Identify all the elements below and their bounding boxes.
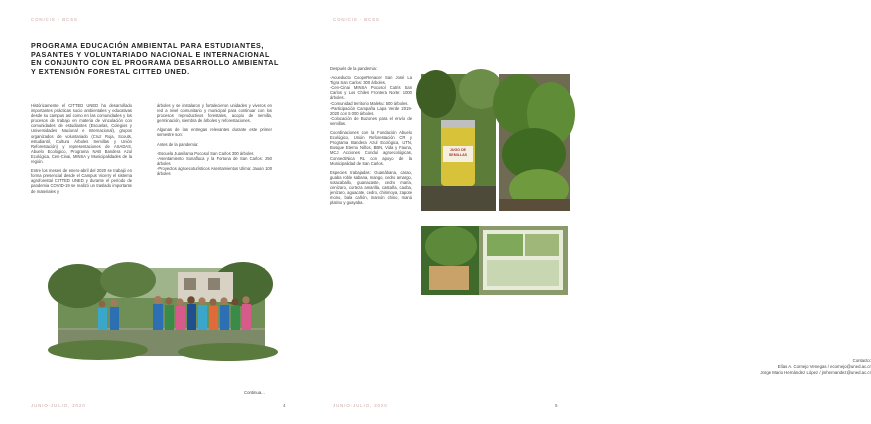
seedlings-photo [499,74,570,211]
paragraph: Entre los meses de enero-abril del 2020 se trabajó en forma presencial desde el Campus Vicerry el sistema agroforestal CITTED UNED y durante el período de pandemia COVID-19 se realizó un traslado importante de materiales y [31,168,132,194]
left-page-number: 4 [283,403,286,408]
left-header: CONICIS - BCSS [31,17,78,22]
seed-jar-photo [421,74,496,211]
paragraph: -Acueducto CoopeRenacer San José La Tigra San Carlos: 300 árboles. -Cen-Cinai MINSA Pocosol Cutris San Carlos y Los Chiles Frontera Norte: 1000 árboles. -Comunidad territorio Maleku: 500 árboles. -Participación Campaña Lapa Verde 2019-2020 con 5 000 árboles. -Colocación de Buzones para el envío de semillas. [330,75,412,126]
contact-label: Contacto: [852,358,871,363]
group-photo [58,268,265,356]
right-column-text [330,66,412,209]
right-header: CONICIS - BCSS [333,17,380,22]
article-title: PROGRAMA EDUCACIÓN AMBIENTAL PARA ESTUDIANTES, PASANTES Y VOLUNTARIADO NACIONAL E INTERNACIONAL EN CONJUNTO CON EL PROGRAMA DESARROLLO AMBIENTAL Y EXTENSIÓN FORESTAL CITTED UNED. [31,41,279,76]
contact-block [697,358,871,376]
contact-line: Elías A. Cornejo Venegas / ecornejo@uned.ac.cr [777,364,871,369]
group-photo-image [58,268,265,356]
left-footer: JUNIO-JULIO, 2020 [31,403,86,408]
paragraph: Algunas de las entregas relevantes durante este primer semestre son: [157,127,272,138]
paragraph: árboles y se instalaron y fortalecieron unidades y viveros en red a nivel comunitario y municipal para continuar con los procesos reproductivos forestales, acopio de semilla, germinación, siembra de árboles y reforestaciones. [157,103,272,124]
right-footer: JUNIO-JULIO, 2020 [333,403,388,408]
paragraph: Antes de la pandemia: [157,141,199,147]
left-column-2 [157,103,272,180]
paragraph: -Escuela Juanilama Pocosol San Carlos 300 árboles -Asentamiento Sonafluca y la Fortuna de San Carlos: 250 árboles -Proyectos agroecoturísticos Asentamientos Ulima: Jauan 100 árboles [157,150,272,177]
left-page [0,0,300,424]
seed-mailbox-photo [421,226,568,295]
continues-note: Continua... [244,390,265,395]
paragraph: Históricamente el CITTED UNED ha desarrollado importantes prácticas socio ambientales y educativas desde su campus así como en las comunidades y los procesos de trabajo en materia de vinculación con comunidades de estudiantes (Escuelas, Colegios y Universidades Nacional e Internacional), grupos organizados de voluntariado (Cruz Roja, Scouts, estudiantil, Cultura Árboles Semillas y Unión Reforestación) y representaciones de ASADAS, Abuelo Ecológico, Programa NAB Bandera Azul Ecológica, Cen-Cinai, MINSA y Municipalidades de la región. [31,103,132,165]
paragraph: Coordinaciones con la Fundación Abuelo Ecológico, Unión Reforestación CR y Programa Bandera Azul Ecológica, UTN, Bosque Eterno Niños, BBN, Vida y Fauna, MCJ Acciones Conduí agroecológicas, ConnectiNica RL con apoyo de la Municipalidad de San Carlos. [330,130,412,166]
right-page [300,0,871,424]
paragraph: Especies trabajadas: Guanábana, carao, guaba roble sabana, mango, cedro amargo, sotacaballo, guanacaste, cedro maría, cenízaro, corteza amarilla, castaña, caoba, jenízaro, aguacate, cedro, chirimoya, zapote mono, bala cañón, mamón chino, manú platino y guayaba. [330,169,412,206]
left-column-1 [31,103,132,198]
jar-label: JUGO DE SEMILLAS [448,148,468,157]
paragraph: Después de la pandemia: [330,66,377,71]
right-page-number: 5 [555,403,558,408]
contact-line: Jorge Mario Hernández López / jmhernandez@uned.ac.cr [760,370,871,375]
